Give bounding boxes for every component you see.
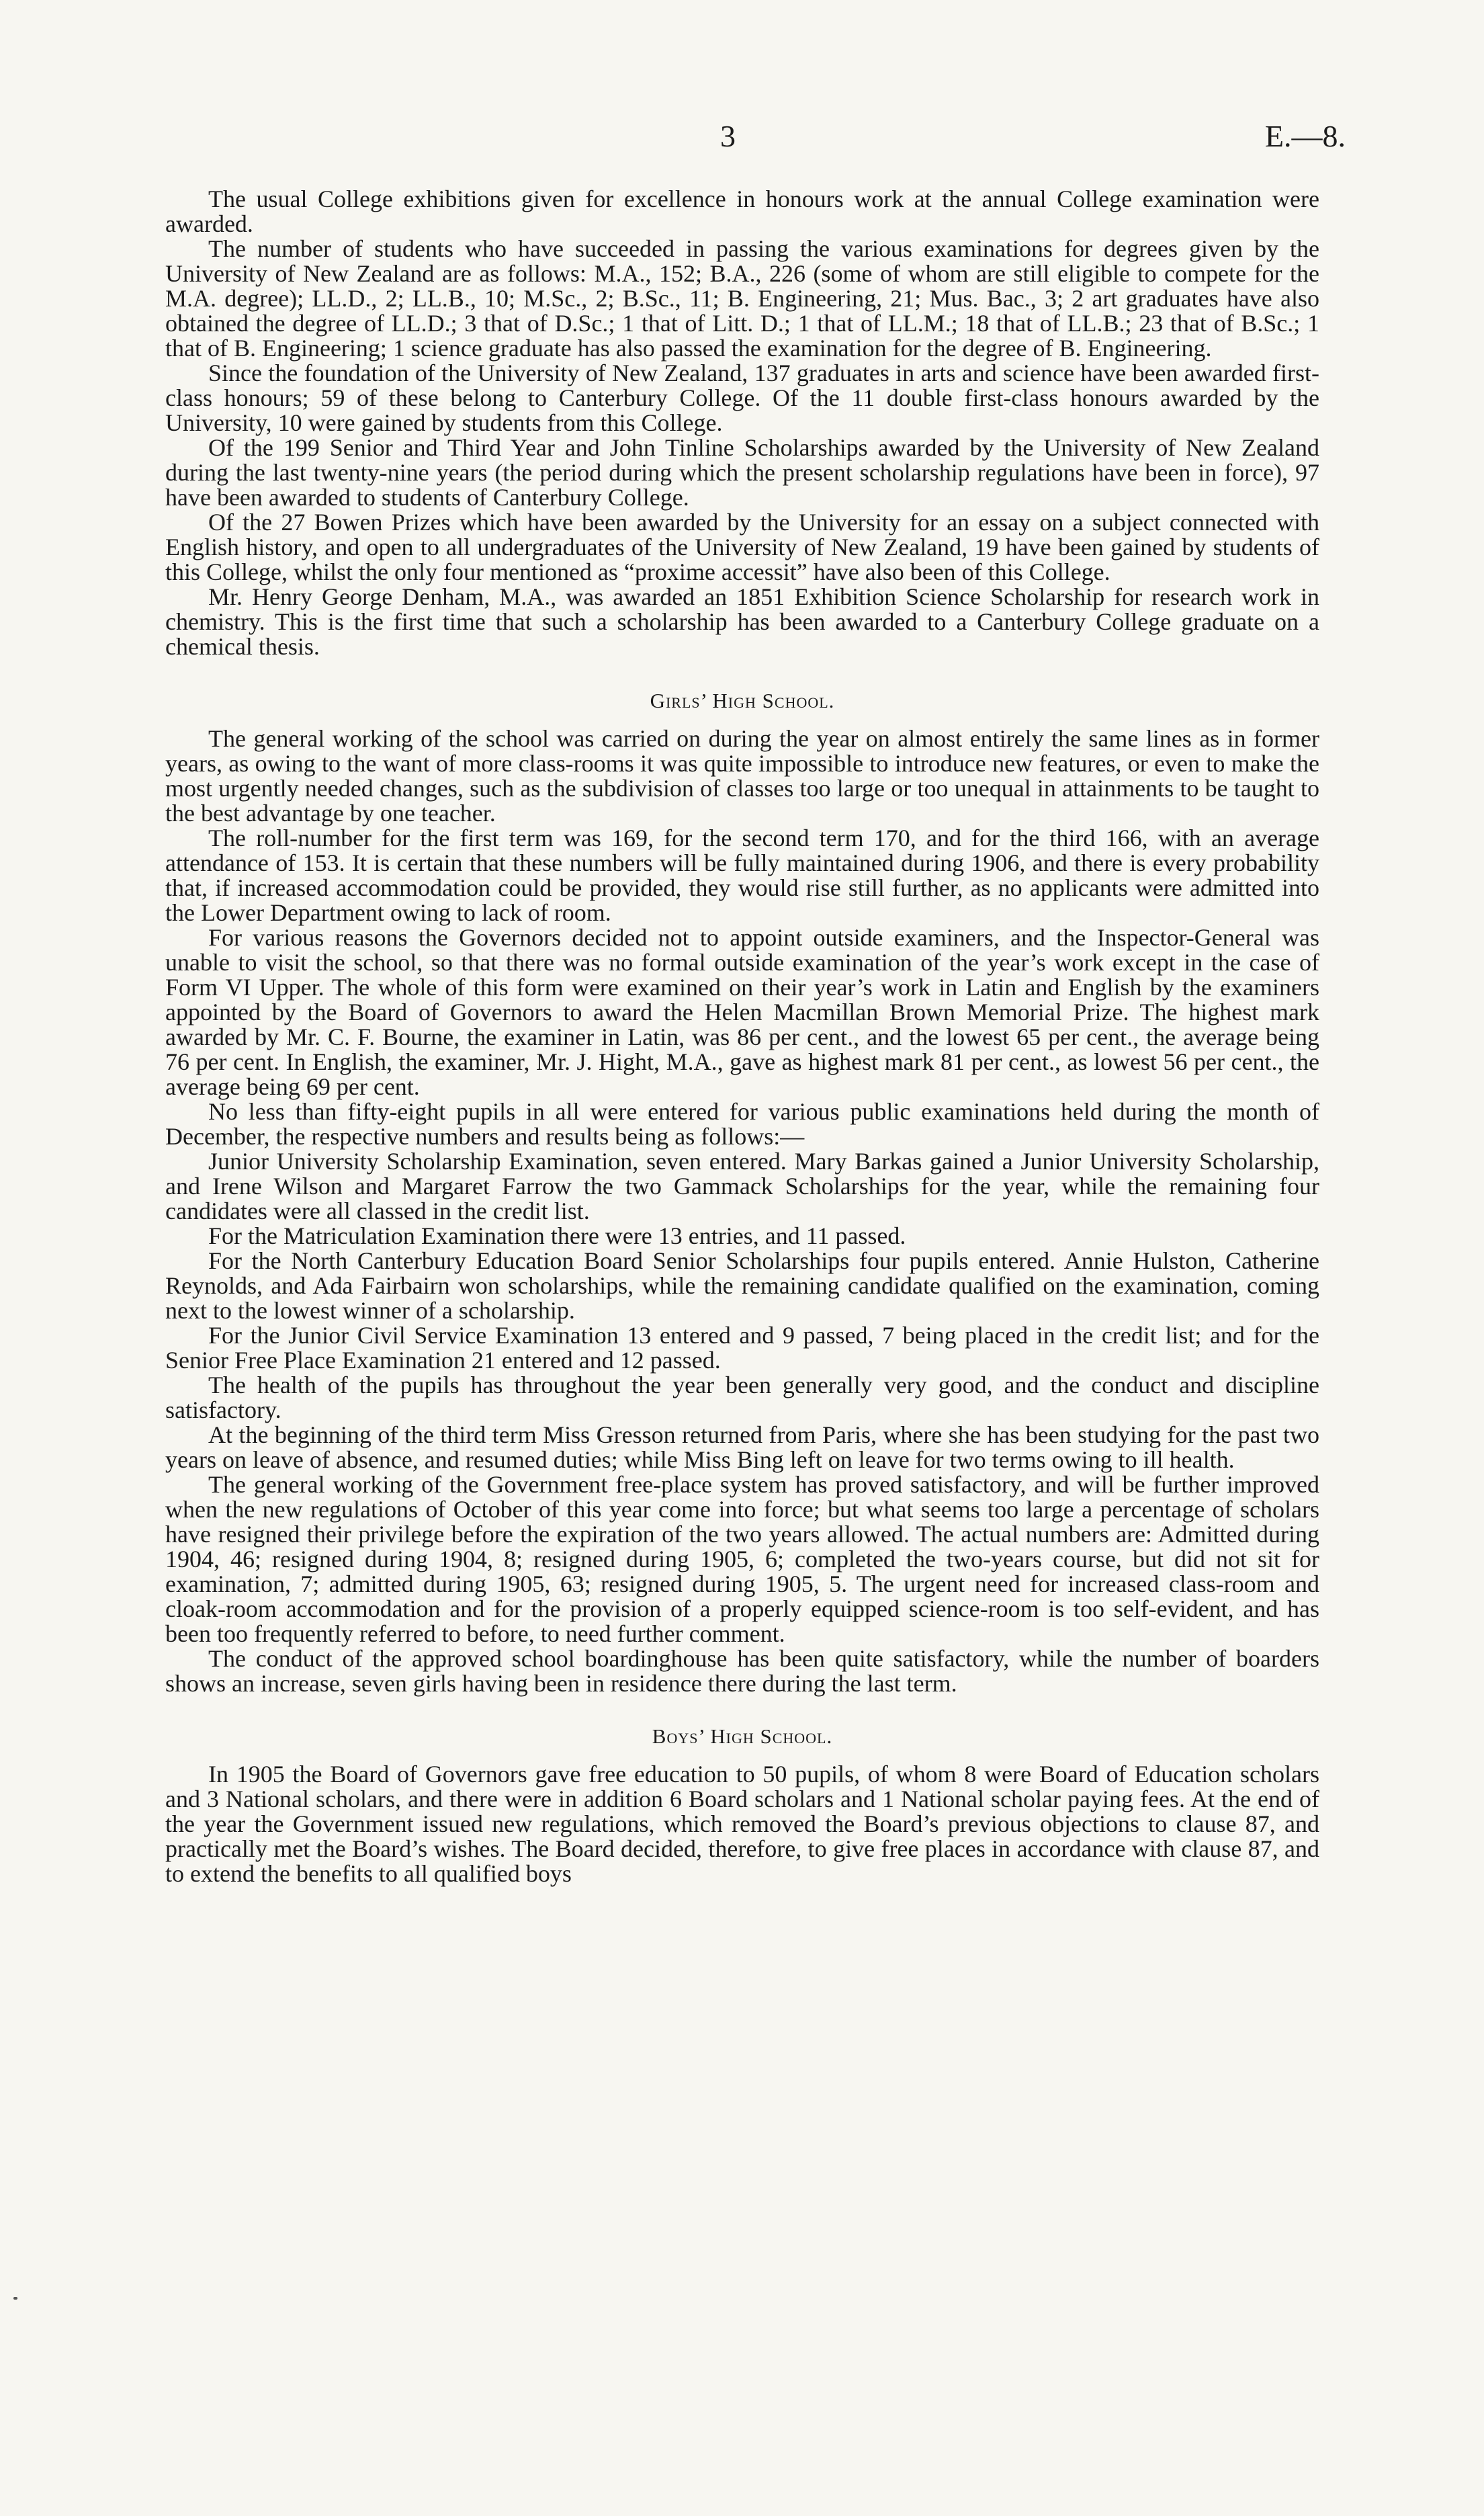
paragraph: For various reasons the Governors decided not to appoint outside examiners, and the Inspector-General was unable to visit the school, so that there was no formal outside examination of the year’s work except in the case of Form VI Upper. The whole of this form were examined on their year’s work in Latin and English by the examiners appointed by the Board of Governors to award the Helen Macmillan Brown Memorial Prize. The highest mark awarded by Mr. C. F. Bourne, the examiner in Latin, was 86 per cent., and the lowest 65 per cent., the average being 76 per cent. In English, the examiner, Mr. J. Hight, M.A., gave as highest mark 81 per cent., as lowest 56 per cent., the average being 69 per cent. [165,924,1319,1100]
paragraph: The conduct of the approved school boardinghouse has been quite satisfactory, while the number of boarders shows an increase, seven girls having been in residence there during the last term. [165,1645,1319,1697]
paragraph: Of the 199 Senior and Third Year and John Tinline Scholarships awarded by the University of New Zealand during the last twenty-nine years (the period during which the present scholarship regulations have been in force), 97 have been awarded to students of Canterbury College. [165,434,1319,511]
paragraph: The general working of the Government free-place system has proved satisfactory, and will be further improved when the new regulations of October of this year come into force; but what seems too large a percentage of scholars have resigned their privilege before the expiration of the two years allowed. The actual numbers are: Admitted during 1904, 46; resigned during 1904, 8; resigned during 1905, 6; completed the two-years course, but did not sit for examination, 7; admitted during 1905, 63; resigned during 1905, 5. The urgent need for increased class-room and cloak-room accommodation and for the provision of a properly equipped science-room is too self-evident, and has been too frequently referred to before, to need further comment. [165,1471,1319,1647]
paragraph: At the beginning of the third term Miss Gresson returned from Paris, where she has been studying for the past two years on leave of absence, and resumed duties; while Miss Bing left on leave for two terms owing to ill health. [165,1421,1319,1473]
paragraph: The health of the pupils has throughout the year been generally very good, and the conduct and discipline satisfactory. [165,1372,1319,1423]
paragraph: Since the foundation of the University of New Zealand, 137 graduates in arts and science have been awarded first-class honours; 59 of these belong to Canterbury College. Of the 11 double first-class honours awarded by the University, 10 were gained by students from this College. [165,360,1319,436]
paragraph: In 1905 the Board of Governors gave free education to 50 pupils, of whom 8 were Board of Education scholars and 3 National scholars, and there were in addition 6 Board scholars and 1 National scholar paying fees. At the end of the year the Government issued new regulations, which removed the Board’s previous objections to clause 87, and practically met the Board’s wishes. The Board decided, therefore, to give free places in accordance with clause 87, and to extend the benefits to all qualified boys [165,1761,1319,1887]
paragraph: For the Matriculation Examination there were 13 entries, and 11 passed. [208,1222,906,1249]
boys-high-school-heading: Boys’ High School. [652,1724,833,1748]
paragraph: The roll-number for the first term was 169, for the second term 170, and for the third 166, with an average attendance of 153. It is certain that these numbers will be fully maintained during 1906, and there is every probability that, if increased accommodation could be provided, they would rise still further, as no applicants were admitted into the Lower Department owing to lack of room. [165,825,1319,926]
boys-high-school-section [165,1762,1319,1886]
paragraph: Mr. Henry George Denham, M.A., was awarded an 1851 Exhibition Science Scholarship for research work in chemistry. This is the first time that such a scholarship has been awarded to a Canterbury College graduate on a chemical thesis. [165,583,1319,660]
girls-high-school-section [165,726,1319,1696]
document-reference: E.—8. [1264,119,1346,153]
paragraph: The general working of the school was carried on during the year on almost entirely the same lines as in former years, as owing to the want of more class-rooms it was quite impossible to introduce new features, or even to make the most urgently needed changes, such as the subdivision of classes too large or too unequal in attainments to be taught to the best advantage by one teacher. [165,725,1319,827]
paragraph: For the Junior Civil Service Examination 13 entered and 9 passed, 7 being placed in the credit list; and for the Senior Free Place Examination 21 entered and 12 passed. [165,1322,1319,1374]
paragraph: Of the 27 Bowen Prizes which have been awarded by the University for an essay on a subject connected with English history, and open to all undergraduates of the University of New Zealand, 19 have been gained by students of this College, whilst the only four mentioned as “proxime accessit” have also been of this College. [165,509,1319,585]
paragraph: For the North Canterbury Education Board Senior Scholarships four pupils entered. Annie Hulston, Catherine Reynolds, and Ada Fairbairn won scholarships, while the remaining candidate qualified on the examination, coming next to the lowest winner of a scholarship. [165,1247,1319,1324]
intro-section [165,187,1319,659]
paragraph: Junior University Scholarship Examination, seven entered. Mary Barkas gained a Junior University Scholarship, and Irene Wilson and Margaret Farrow the two Gammack Scholarships for the year, while the remaining four candidates were all classed in the credit list. [165,1148,1319,1224]
girls-high-school-heading: Girls’ High School. [650,689,835,712]
body-text [165,187,1319,1886]
paragraph: The number of students who have succeeded in passing the various examinations for degrees given by the University of New Zealand are as follows: M.A., 152; B.A., 226 (some of whom are still eligible to compete for the M.A. degree); LL.D., 2; LL.B., 10; M.Sc., 2; B.Sc., 11; B. Engineering, 21; Mus. Bac., 3; 2 art graduates have also obtained the degree of LL.D.; 3 that of D.Sc.; 1 that of Litt. D.; 1 that of LL.M.; 18 that of LL.B.; 23 that of B.Sc.; 1 that of B. Engineering; 1 science graduate has also passed the examination for the degree of B. Engineering. [165,235,1319,362]
paragraph: No less than fifty-eight pupils in all were entered for various public examinations held during the month of December, the respective numbers and results being as follows:— [165,1098,1319,1150]
scan-speck [13,2297,17,2300]
paragraph: The usual College exhibitions given for excellence in honours work at the annual College examination were awarded. [165,185,1319,237]
page-number: 3 [720,119,736,153]
